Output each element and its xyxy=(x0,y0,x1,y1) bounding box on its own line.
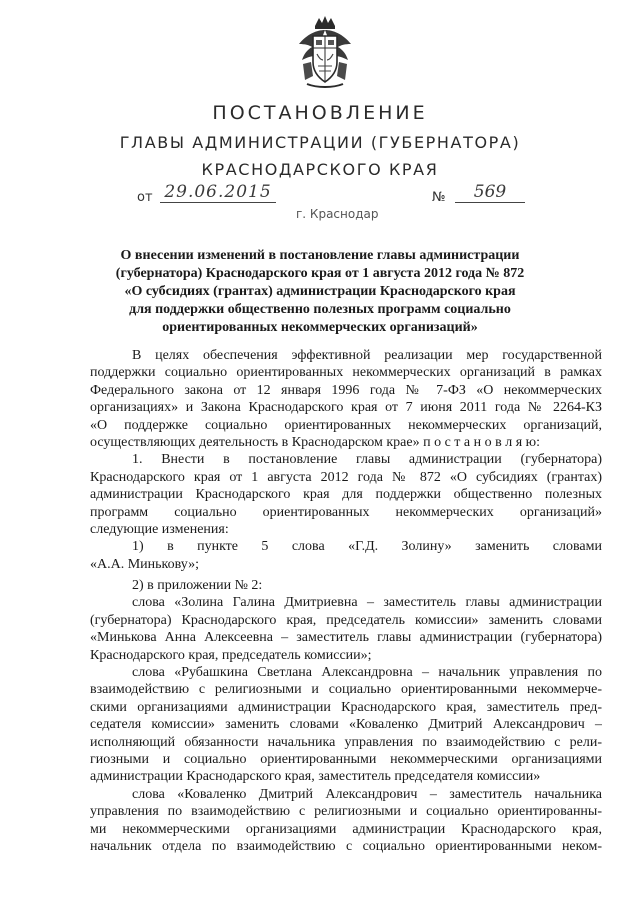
document-type-heading: ПОСТАНОВЛЕНИЕ xyxy=(212,102,428,124)
body-text-line: поддержки социально ориентированных некоммерческих организаций в рамках xyxy=(90,365,602,381)
body-text-line: осуществляющих деятельность в Краснодарском крае» п о с т а н о в л я ю: xyxy=(90,434,541,450)
body-text-line: исполняющий обязанности начальника управления по взаимодействию с рели- xyxy=(90,734,602,750)
body-text-line: взаимодействию с религиозными и социально ориентированными некоммерче- xyxy=(90,682,602,698)
body-text-line: седателя комиссии» заменить словами «Коваленко Дмитрий Александрович – xyxy=(90,717,602,733)
body-text-line: администрации Краснодарского края для поддержки общественно полезных xyxy=(90,487,602,503)
body-text-line: программ социально ориентированных некоммерческих организаций» xyxy=(90,504,602,520)
issuer-heading: ГЛАВЫ АДМИНИСТРАЦИИ (ГУБЕРНАТОРА) xyxy=(119,133,521,152)
body-text-line: (губернатора) Краснодарского края, председатель комиссии» заменить словами xyxy=(90,612,602,628)
body-text-line: «О поддержке социально ориентированных некоммерческих организаций, xyxy=(90,417,602,433)
document-body xyxy=(90,347,602,855)
body-text-line: гиозными и социально ориентированными некоммерческими организациями xyxy=(90,751,602,767)
title-line: для поддержки общественно полезных программ социально xyxy=(129,302,511,317)
date-label: от xyxy=(137,190,153,205)
body-text-line: начальник отдела по взаимодействию с социально ориентированными неком- xyxy=(90,838,602,854)
number-label: № xyxy=(432,190,446,205)
body-text-line: Краснодарского края, председатель комиссии»; xyxy=(90,647,372,663)
body-text-line: организациях» и Закона Краснодарского края от 7 июня 2011 года № 2264-КЗ xyxy=(90,400,602,416)
body-text-line: управления по взаимодействию с религиозными и социально ориентированны- xyxy=(90,804,602,820)
number-value: 569 xyxy=(455,182,525,203)
title-line: «О субсидиях (грантах) администрации Краснодарского края xyxy=(124,284,516,299)
body-text-line: слова «Рубашкина Светлана Александровна – начальник управления по xyxy=(132,665,602,681)
date-value: 29.06.2015 xyxy=(160,182,276,203)
body-text-line: В целях обеспечения эффективной реализации мер государственной xyxy=(132,348,602,363)
title-line: (губернатора) Краснодарского края от 1 августа 2012 года № 872 xyxy=(115,266,525,281)
body-text-line: «Минькова Анна Алексеевна – заместитель главы администрации (губернатора) xyxy=(90,630,602,646)
city-label: г. Краснодар xyxy=(296,207,379,221)
coat-of-arms-emblem xyxy=(293,14,357,90)
body-text-line: «А.А. Минькову»; xyxy=(90,556,199,572)
body-text-line: слова «Коваленко Дмитрий Александрович – заместитель начальника xyxy=(132,786,602,802)
body-text-line: следующие изменения: xyxy=(90,521,229,537)
body-text-line: администрации Краснодарского края, заместитель председателя комиссии» xyxy=(90,769,541,785)
body-text-line: 2) в приложении № 2: xyxy=(132,578,263,594)
region-heading: КРАСНОДАРСКОГО КРАЯ xyxy=(201,160,439,179)
body-text-line: 1) в пункте 5 слова «Г.Д. Золину» заменить словами xyxy=(132,539,602,555)
body-text-line: ми некоммерческими организациями администрации Краснодарского края, xyxy=(90,821,602,837)
body-text-line: 1. Внести в постановление главы администрации (губернатора) xyxy=(132,452,602,468)
title-line: О внесении изменений в постановление главы администрации xyxy=(120,248,520,263)
document-title xyxy=(100,247,540,337)
body-text-line: слова «Золина Галина Дмитриевна – заместитель главы администрации xyxy=(132,595,602,611)
body-text-line: Краснодарского края от 1 августа 2012 года № 872 «О субсидиях (грантах) xyxy=(90,469,602,485)
body-text-line: скими организациями администрации Краснодарского края, заместитель пред- xyxy=(90,699,602,715)
body-text-line: Федерального закона от 12 января 1996 года № 7-ФЗ «О некоммерческих xyxy=(90,382,602,398)
title-line: ориентированных некоммерческих организаций» xyxy=(162,320,478,335)
